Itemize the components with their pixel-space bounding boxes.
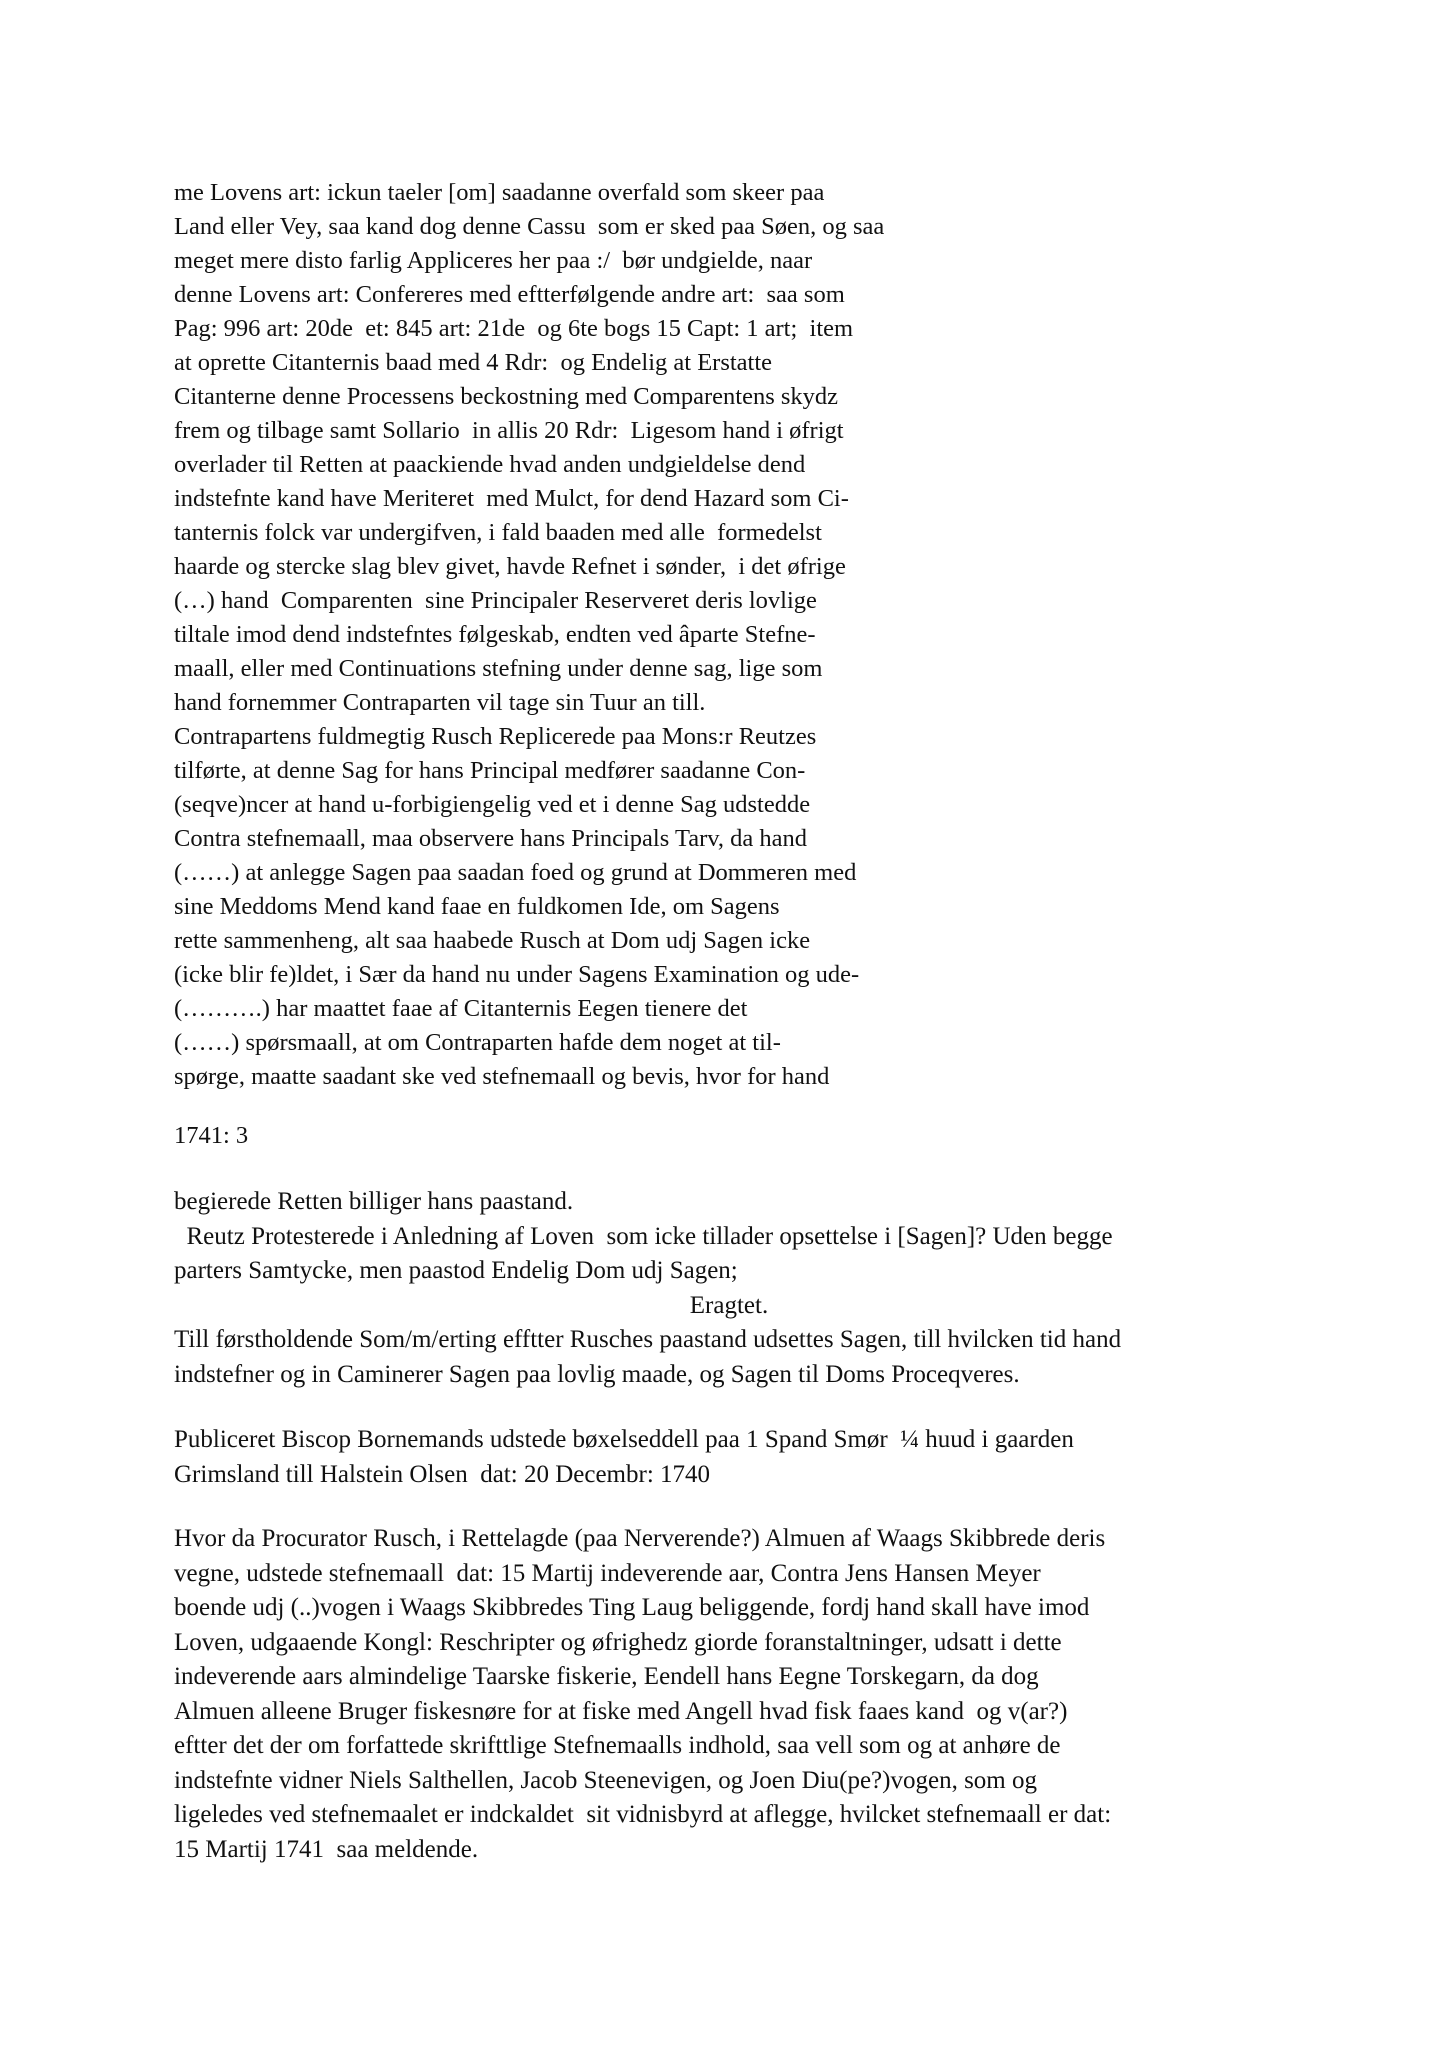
text-line: (……….) har maattet faae af Citanternis Eegen tienere det [174,995,748,1022]
page-number-block [174,1119,248,1153]
main-text-block [174,176,884,1094]
text-line: Citanterne denne Processens beckostning med Comparentens skydz [174,383,839,410]
text-line: Hvor da Procurator Rusch, i Rettelagde (paa Nerverende?) Almuen af Waags Skibbrede deris [174,1525,1106,1552]
page-number: 1741: 3 [174,1122,249,1149]
text-line: sine Meddoms Mend kand faae en fuldkomen Ide, om Sagens [174,893,780,920]
text-line: overlader til Retten at paackiende hvad anden undgieldelse dend [174,451,806,478]
text-line: at oprette Citanternis baad med 4 Rdr: og Endelig at Erstatte [174,349,773,376]
text-line: tilførte, at denne Sag for hans Principal medfører saadanne Con- [174,757,806,784]
text-line: ligeledes ved stefnemaalet er indckaldet sit vidnisbyrd at aflegge, hvilcket stefnemaall er dat: [174,1801,1112,1828]
text-line: Contrapartens fuldmegtig Rusch Replicerede paa Mons:r Reutzes [174,723,817,750]
text-line: 15 Martij 1741 saa meldende. [174,1835,479,1863]
text-line: frem og tilbage samt Sollario in allis 20 Rdr: Ligesom hand i øfrigt [174,417,844,444]
text-line: (……) at anlegge Sagen paa saadan foed og grund at Dommeren med [174,859,857,886]
text-line: boende udj (..)vogen i Waags Skibbredes Ting Laug beliggende, fordj hand skall have imod [174,1594,1090,1621]
summons-block [174,1522,1111,1867]
text-line: haarde og stercke slag blev givet, havde Refnet i sønder, i det øfrige [174,553,846,580]
text-line: Land eller Vey, saa kand dog denne Cassu som er sked paa Søen, og saa [174,213,885,240]
text-line: meget mere disto farlig Appliceres her paa :/ bør undgielde, naar [174,247,813,274]
text-line: indstefner og in Caminerer Sagen paa lovlig maade, og Sagen til Doms Proceqveres. [174,1360,1020,1388]
text-line: spørge, maatte saadant ske ved stefnemaall og bevis, hvor for hand [174,1063,830,1090]
text-line: hand fornemmer Contraparten vil tage sin Tuur an till. [174,689,706,716]
text-line: Publiceret Biscop Bornemands udstede bøxelseddell paa 1 Spand Smør ¼ huud i gaarden [174,1426,1074,1453]
text-line: indstefnte kand have Meriteret med Mulct, for dend Hazard som Ci- [174,485,849,512]
text-line: tanternis folck var undergifven, i fald baaden med alle formedelst [174,519,822,546]
text-line: Till førstholdende Som/m/erting efftter Rusches paastand udsettes Sagen, till hvilcken tid hand [174,1326,1122,1353]
section-heading: Eragtet. [689,1291,769,1319]
publication-block [174,1423,1074,1492]
text-line: begierede Retten billiger hans paastand. [174,1188,574,1215]
text-line: tiltale imod dend indstefntes følgeskab, endten ved âparte Stefne- [174,621,816,648]
text-line: eftter det der om forfattede skrifttlige Stefnemaalls indhold, saa vell som og at anhøre de [174,1732,1061,1759]
text-line: parters Samtycke, men paastod Endelig Dom udj Sagen; [174,1257,738,1284]
text-line: maall, eller med Continuations stefning under denne sag, lige som [174,655,823,682]
text-line: denne Lovens art: Confereres med eftterfølgende andre art: saa som [174,281,845,308]
text-line: (…) hand Comparenten sine Principaler Reserveret deris lovlige [174,587,817,614]
text-line: Pag: 996 art: 20de et: 845 art: 21de og 6te bogs 15 Capt: 1 art; item [174,315,854,342]
ruling-block [174,1185,1284,1392]
text-line: (……) spørsmaall, at om Contraparten hafde dem noget at til- [174,1029,781,1056]
text-line: me Lovens art: ickun taeler [om] saadanne overfald som skeer paa [174,179,825,206]
text-line: Almuen alleene Bruger fiskesnøre for at fiske med Angell hvad fisk faaes kand og v(ar?) [174,1697,1068,1725]
text-line: rette sammenheng, alt saa haabede Rusch at Dom udj Sagen icke [174,927,811,954]
text-line: Contra stefnemaall, maa observere hans Principals Tarv, da hand [174,825,808,852]
text-line: vegne, udstede stefnemaall dat: 15 Martij indeverende aar, Contra Jens Hansen Meyer [174,1559,1041,1587]
text-line: (seqve)ncer at hand u-forbigiengelig ved et i denne Sag udstedde [174,791,811,818]
text-line: indeverende aars almindelige Taarske fiskerie, Eendell hans Eegne Torskegarn, da dog [174,1663,1039,1690]
text-line: Grimsland till Halstein Olsen dat: 20 Decembr: 1740 [174,1460,711,1488]
text-line: Reutz Protesterede i Anledning af Loven som icke tillader opsettelse i [Sagen]? Uden begge [174,1222,1113,1250]
text-line: indstefnte vidner Niels Salthellen, Jacob Steenevigen, og Joen Diu(pe?)vogen, som og [174,1766,1037,1794]
text-line: (icke blir fe)ldet, i Sær da hand nu under Sagens Examination og ude- [174,961,860,988]
text-line: Loven, udgaaende Kongl: Reschripter og øfrighedz giorde foranstaltninger, udsatt i dette [174,1628,1062,1656]
